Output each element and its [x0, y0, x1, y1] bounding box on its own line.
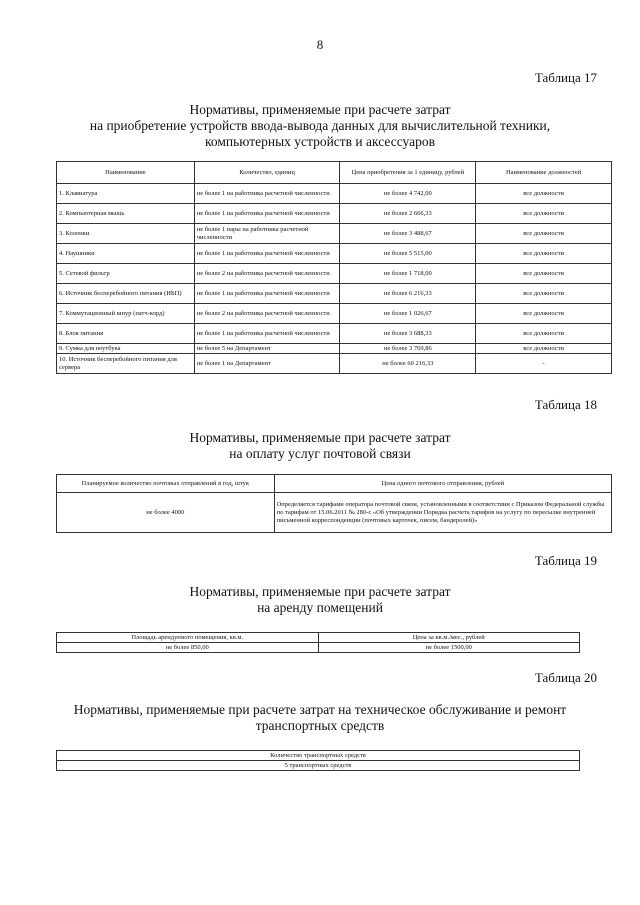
cell-price: не более 4 742,00 [340, 184, 476, 204]
cell-quantity: не более 1 пары на работника расчетной численности [194, 224, 340, 244]
column-header: Количество транспортных средств [57, 751, 580, 761]
cell-price: не более 1500,00 [318, 643, 580, 653]
table-row [57, 354, 612, 374]
column-header: Цена одного почтового отправления, рублей [274, 475, 611, 493]
table-row [57, 224, 612, 244]
table-20-label: Таблица 20 [534, 670, 597, 685]
table-row [57, 643, 580, 653]
cell-quantity: не более 1 на работника расчетной численности [194, 244, 340, 264]
table-row [57, 493, 612, 533]
table-row [57, 344, 612, 354]
table-row [57, 184, 612, 204]
cell-quantity: не более 1 на работника расчетной численности [194, 284, 340, 304]
cell-vehicle-count: 5 транспортных средств [57, 761, 580, 771]
cell-positions: все должности [476, 284, 612, 304]
table-17-title [40, 102, 600, 150]
cell-name: 6. Источник бесперебойного питания (ИБП) [57, 284, 195, 304]
cell-price: не более 3 769,86 [340, 344, 476, 354]
title-line: Нормативы, применяемые при расчете затрат на техническое обслуживание и ремонт [73, 702, 567, 717]
title-line: на аренду помещений [257, 600, 383, 615]
table-20 [56, 750, 580, 771]
cell-quantity: не более 1 на работника расчетной численности [194, 184, 340, 204]
cell-positions: все должности [476, 344, 612, 354]
table-20-title [40, 702, 600, 734]
cell-price: не более 2 666,33 [340, 204, 476, 224]
cell-name: 4. Наушники [57, 244, 195, 264]
cell-area: не более 850,00 [57, 643, 319, 653]
title-line: транспортных средств [255, 718, 385, 733]
cell-positions: все должности [476, 184, 612, 204]
cell-positions: все должности [476, 204, 612, 224]
table-row [57, 304, 612, 324]
cell-positions: все должности [476, 304, 612, 324]
column-header: Наименование [57, 162, 195, 184]
cell-quantity: не более 1 на работника расчетной численности [194, 204, 340, 224]
table-row [57, 761, 580, 771]
table-row [57, 264, 612, 284]
table-header-row [57, 475, 612, 493]
cell-name: 10. Источник бесперебойного питания для сервера [57, 354, 195, 374]
title-line: на оплату услуг почтовой связи [229, 446, 411, 461]
table-19 [56, 632, 580, 653]
table-header-row [57, 751, 580, 761]
table-19-title [40, 584, 600, 616]
cell-price: не более 5 515,00 [340, 244, 476, 264]
cell-quantity: не более 1 на работника расчетной численности [194, 324, 340, 344]
cell-quantity: не более 4000 [57, 493, 275, 533]
title-line: Нормативы, применяемые при расчете затрат [189, 430, 451, 445]
cell-price: не более 1 718,00 [340, 264, 476, 284]
cell-name: 3. Колонки [57, 224, 195, 244]
table-row [57, 284, 612, 304]
table-19-label: Таблица 19 [534, 553, 597, 568]
cell-positions: - [476, 354, 612, 374]
column-header: Наименование должностей [476, 162, 612, 184]
title-line: Нормативы, применяемые при расчете затрат [189, 102, 451, 117]
cell-price: не более 1 026,67 [340, 304, 476, 324]
table-row [57, 324, 612, 344]
cell-price: не более 6 216,33 [340, 284, 476, 304]
table-17-label: Таблица 17 [534, 70, 597, 85]
cell-quantity: не более 5 на Департамент [194, 344, 340, 354]
title-line: Нормативы, применяемые при расчете затрат [189, 584, 451, 599]
cell-price: не более 60 216,33 [340, 354, 476, 374]
table-18-label: Таблица 18 [534, 397, 597, 412]
cell-name: 2. Компьютерная мышь [57, 204, 195, 224]
table-header-row [57, 633, 580, 643]
cell-name: 5. Сетевой фильтр [57, 264, 195, 284]
cell-quantity: не более 2 на работника расчетной численности [194, 264, 340, 284]
table-header-row [57, 162, 612, 184]
cell-name: 1. Клавиатура [57, 184, 195, 204]
cell-name: 8. Блок питания [57, 324, 195, 344]
cell-price: не более 3 488,67 [340, 224, 476, 244]
cell-positions: все должности [476, 244, 612, 264]
column-header: Количество, единиц [194, 162, 340, 184]
column-header: Планируемое количество почтовых отправлений в год, штук [57, 475, 275, 493]
page-number: 8 [316, 37, 324, 52]
cell-quantity: не более 1 на Департамент [194, 354, 340, 374]
table-18-title [40, 430, 600, 462]
table-row [57, 244, 612, 264]
column-header: Цена приобретения за 1 единицу, рублей [340, 162, 476, 184]
cell-name: 9. Сумка для ноутбука [57, 344, 195, 354]
table-17 [56, 161, 612, 374]
cell-positions: все должности [476, 324, 612, 344]
cell-positions: все должности [476, 224, 612, 244]
table-18 [56, 474, 612, 533]
cell-price: Определяется тарифами оператора почтовой связи, установленными в соответствии с Приказом Федеральной службы по тарифам от 15.06.2011 № 280-с «Об утверждении Порядка расчета тарифов на услугу по пересылке внутренней письменной корреспонденции (почтовых карточек, писем, бандеролей)» [274, 493, 611, 533]
title-line: компьютерных устройств и аксессуаров [205, 134, 435, 149]
column-header: Цена за кв.м./мес., рублей [318, 633, 580, 643]
cell-price: не более 3 688,33 [340, 324, 476, 344]
cell-positions: все должности [476, 264, 612, 284]
table-row [57, 204, 612, 224]
column-header: Площадь арендуемого помещения, кв.м. [57, 633, 319, 643]
title-line: на приобретение устройств ввода-вывода данных для вычислительной техники, [89, 118, 551, 133]
cell-name: 7. Коммутационный шнур (патч-корд) [57, 304, 195, 324]
cell-quantity: не более 2 на работника расчетной численности [194, 304, 340, 324]
